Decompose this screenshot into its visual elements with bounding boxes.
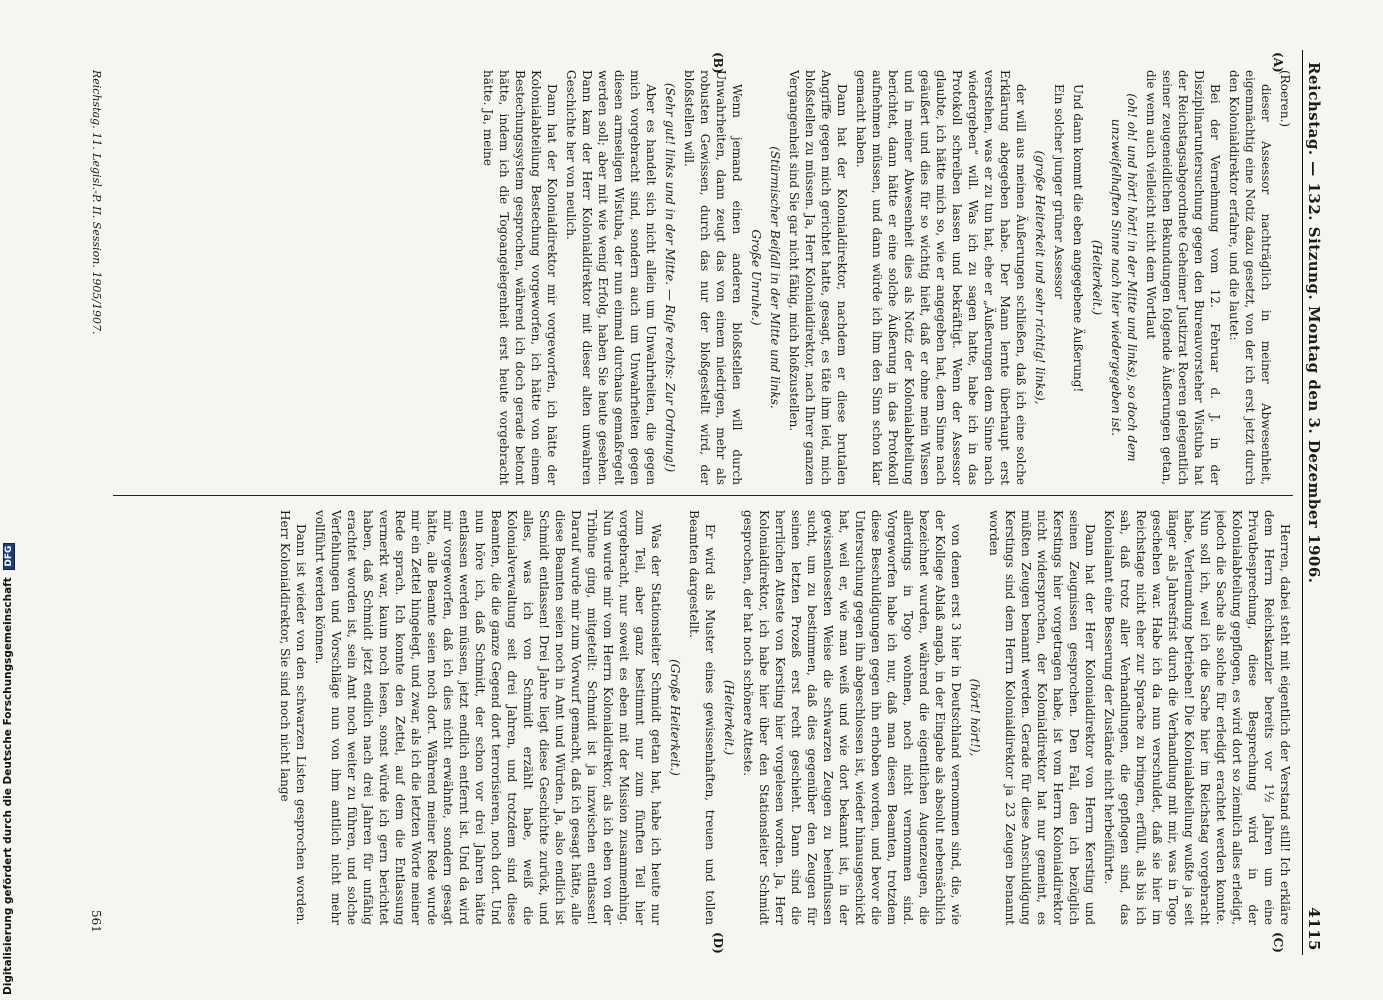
paragraph: von denen erst 3 hier in Deutschland vernommen sind, die, wie der Kollege Ablaß angab, in der Eingabe als absolut nebensächlich bezeichnet wurden, während die eigentlichen Augenzeugen, die allerdings in Togo wohnen, noch nicht vernommen sind. Vorgeworfen habe ich nur, daß man diesen Beamten, trotzdem diese Beschuldigungen gegen ihn erhoben worden, und bevor die Untersuchung gegen ihn abgeschlossen ist, wieder hinausgeschickt hat, weil er, wie man weiß und wie dort bekannt ist, in der gewissenlosesten Weise die schwarzen Zeugen zu beeinflussen sucht, um zu bestimmen, daß dies gegenüber den Zeugen für seinen letzten Prozeß erst recht geschieht. Dann sind die herrlichen Atteste von Kersting hier vorgelesen worden. Ja, Herr Kolonialdirektor, ich habe hier über den Stationsleiter Schmidt gesprochen, der hat noch schönere Atteste. <box>741 510 963 925</box>
interjection: (große Heiterkeit und sehr richtig! links), <box>1033 150 1047 405</box>
interjection: (Sehr gut! links und in der Mitte. — Rufe rechts: Zur Ordnung!) <box>663 82 677 473</box>
sheet-number: 561 <box>89 910 103 933</box>
paragraph: Dann hat der Herr Kolonialdirektor von Herrn Kersting und seinen Zeugnissen gesprochen. Den Fall, den ich bezüglich Kerstings hier vorgetragen habe, ist vom Herrn Kolonialdirektor nicht widersprochen, der Kolonialdirektor hat nur gemeint, es müßten Zeugen benannt werden. Gerade für diese Anschuldigung Kerstings sind dem Herrn Kolonialdirektor ja 23 Zeugen benannt worden <box>987 510 1097 925</box>
dfg-logo-icon: DFG <box>3 543 15 570</box>
paragraph: Aber es handelt sich nicht allein um Unwahrheiten, die gegen mich vorgebracht sind, sondern auch um Unwahrheiten gegen diesen armseligen Wistuba, der nun einmal durchaus gemaßregelt werden soll; aber mit wie wenig Erfolg, haben Sie heute gesehen. Dann kam der Herr Kolonialdirektor mit dieser alten unwahren Geschichte her von neulich. <box>564 70 658 485</box>
document-page <box>80 50 1325 955</box>
interjection: (oh! oh! und hört! hört! in der Mitte und links), so doch dem unzweifelhaften Sinne nach hier wiedergegeben ist. <box>1109 93 1139 462</box>
page-footer: Reichstag. 11. Legisl.-P. II. Session. 1905/1907. <box>90 70 103 335</box>
margin-mark-a: (A) <box>1271 52 1285 73</box>
paragraph: der will aus meinen Äußerungen schließen, daß ich eine solche Erklärung abgegeben habe. Der Mann lernte überhaupt erst verstehen, was er zu tun hat, ehe er „Äußerungen dem Sinne nach wiedergeben“ will. Was ich zu sagen hatte, habe ich in das Protokoll schreiben lassen und bekräftigt. Wenn der Assessor glaubte, ich hätte mich so, wie er angegeben hat, dem Sinne nach geäußert und dies für so wichtig hielt, daß er ohne mein Wissen und in meiner Abwesenheit dies als Notiz der Kolonialabteilung berichtet, dann hätte er eine solche Äußerung in das Protokoll aufnehmen müssen, und dann würde ich ihm den Sinn schon klar gemacht haben. <box>854 70 1028 485</box>
interjection: (hört! hört!), <box>968 678 982 757</box>
left-column <box>113 70 1293 485</box>
paragraph: Wenn jemand einen anderen bloßstellen will durch Unwahrheiten, dann zeugt das von einem niedrigen, mehr als robusten Gewissen, durch das nur der bloßgestellt wird, der bloßstellen will. <box>682 70 744 485</box>
paragraph: Er wird als Muster eines gewissenhaften, treuen und tollen Beamten dargestellt. <box>687 510 717 925</box>
paragraph: Bei der Vernehmung vom 12. Februar d. J. in der Disziplinaruntersuchung gegen den Bureauvorsteher Wistuba hat der Reichstagsabgeordnete Geheimer Justizrat Roeren gelegentlich seiner zeugeneidlichen Bekundungen folgende Äußerungen getan, die wenn auch vielleicht nicht dem Wortlaut <box>1144 70 1222 485</box>
paragraph: Ein solcher junger grüner Assessor <box>1052 84 1066 299</box>
margin-mark-d: (D) <box>711 932 725 954</box>
page-header <box>1302 50 1325 955</box>
margin-mark-b: (B) <box>711 52 725 74</box>
interjection: Große Unruhe.) <box>749 229 763 326</box>
paragraph: Dann hat der Kolonialdirektor, nachdem er diese brutalen Angriffe gegen mich gerichtet hatte, gesagt, es täte ihm leid, mich bloßstellen zu müssen. Ja, Herr Kolonialdirektor, nach Ihrer ganzen Vergangenheit sind Sie gar nicht fähig, mich bloßzustellen. <box>787 70 849 485</box>
column-divider <box>113 495 1293 496</box>
margin-mark-c: (C) <box>1271 932 1285 953</box>
header-title: Reichstag. — 132. Sitzung. Montag den 3. Dezember 1906. <box>1305 62 1323 584</box>
credit-text: Digitalisierung gefördert durch die Deutsche Forschungsgemeinschaft <box>2 577 14 995</box>
paragraph: Herren, dabei steht mit eigentlich der Verstand still! Ich erkläre dem Herrn Reichskanzler bereits vor 1½ Jahren um eine Privatbesprechung, diese Besprechung wird in der Kolonialabteilung gepflogen, es wird dort so ziemlich alles erledigt, jedoch die Sache als solche für erledigt erachtet werden konnte. Nun soll ich, weil ich die Sache hier im Reichstag vorgebracht habe, Verleumdung betrieben! Die Kolonialabteilung wußte ja seit länger als Jahresfrist durch die Verhandlung mit mir, was in Togo geschehen war. Habe ich da nun verschuldet, daß sie hier im Reichstage nicht eher zur Sprache zu bringen, erfüllt, als bis ich sah, daß trotz aller Verhandlungen, die gepflogen sind, das Kolonialamt eine Besserung der Zustände nicht herbeiführte. <box>1102 510 1292 925</box>
interjection: (Heiterkeit.) <box>1090 239 1104 316</box>
speaker-label: (Roeren.) <box>1278 70 1292 128</box>
header-page-number: 4115 <box>1305 907 1323 951</box>
digitization-credit <box>2 543 15 995</box>
paragraph: Was der Stationsleiter Schmidt getan hat, habe ich heute nur zum Teil, aber ganz bestimmt nur zum fünften Teil hier vorgebracht, nur soweit es eben mit der Mission zusammenhing. Nun wurde mir vom Herrn Kolonialdirektor, als ich eben von der Tribüne ging, mitgeteilt: Schmidt ist ja inzwischen entlassen! Darauf wurde mir zum Vorwurf gemacht, daß ich gesagt hätte, alle diese Beamten seien noch in Amt und Würden. Ja, also endlich ist Schmidt entlassen! Drei Jahre liegt diese Geschichte zurück, und alles, was ich von Schmidt erzählt habe, weiß die Kolonialverwaltung seit drei Jahren, und trotzdem sind diese Beamten, die die ganze Gegend dort terrorisieren, noch dort. Und nun höre ich, daß Schmidt, der schon vor drei Jahren hätte entlassen werden müssen, jetzt endlich entfernt ist. Und da wird mir vorgeworfen, daß ich dies nicht erwähnte, sondern gesagt hätte, alle Beamte seien noch dort. Während meiner Rede wurde mir ein Zettel hingelegt, und zwar, als ich die letzten Worte meiner Rede sprach. Ich konnte den Zettel, auf dem die Entlassung vermerkt war, kaum noch lesen, sonst würde ich gern berichtet haben, daß Schmidt jetzt endlich nach drei Jahren für unfähig erachtet worden ist, sein Amt noch weiter zu führen, und solche Verfehlungen und Vorschläge nun von ihm amtlich nicht mehr vollführt werden können. <box>313 510 663 925</box>
interjection: (Heiterkeit.) <box>722 679 736 756</box>
interjection: (Stürmischer Beifall in der Mitte und links. <box>768 146 782 409</box>
interjection: (Große Heiterkeit.) <box>668 659 682 776</box>
paragraph: Dann ist wieder von den schwarzen Listen gesprochen worden. Herr Kolonialdirektor, Sie sind noch nicht lange <box>278 510 308 925</box>
right-column <box>113 510 1293 925</box>
paragraph: dieser Assessor nachträglich in meiner Abwesenheit, eigenmächtig eine Notiz dazu gesetzt, von der ich erst jetzt durch den Kolonialdirektor erfahre, und die lautet: <box>1227 70 1273 485</box>
paragraph: Dann hat der Kolonialdirektor mir vorgeworfen, ich hätte der Kolonialabteilung Bestechung vorgeworfen, ich hätte von einem Bestechungssystem gesprochen, während ich doch gerade betont hätte, indem ich die Togoangelegenheit erst heute vorgebracht hätte. Ja, meine <box>481 70 559 485</box>
paragraph: Und dann kommt die eben angegebene Äußerung! <box>1071 84 1085 393</box>
